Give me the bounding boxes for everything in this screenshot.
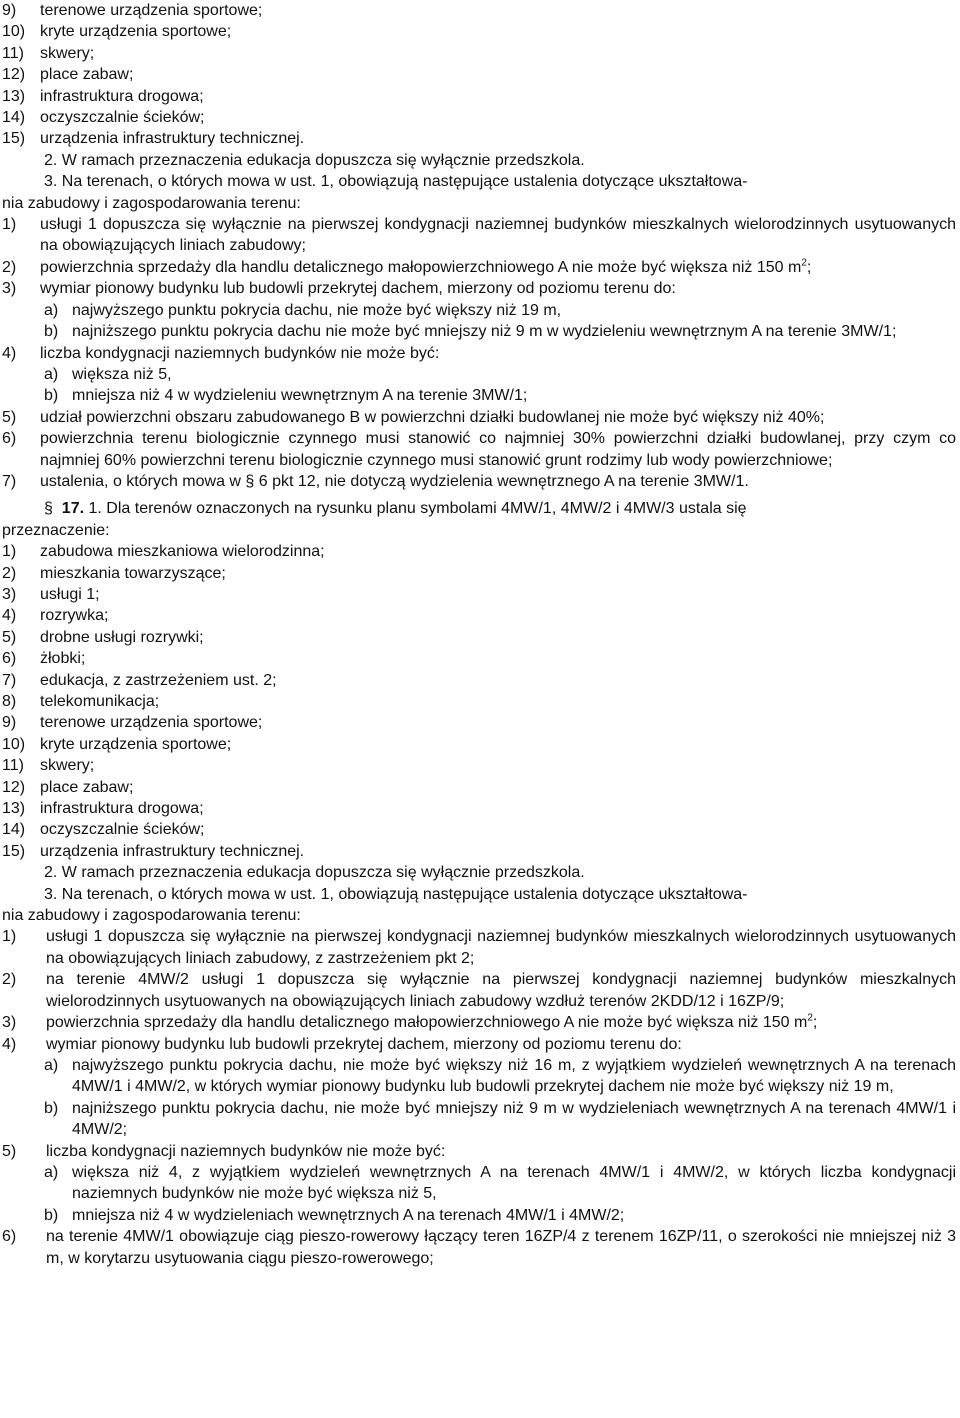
item-text: liczba kondygnacji naziemnych budynków nie może być: bbox=[40, 344, 440, 362]
list-item bbox=[2, 86, 956, 107]
item-text: place zabaw; bbox=[40, 778, 134, 796]
list-item bbox=[2, 648, 956, 669]
item-text: mieszkania towarzyszące; bbox=[40, 564, 226, 582]
item-number: 14) bbox=[2, 109, 26, 127]
item-number: 6) bbox=[2, 430, 17, 448]
item-text: rozrywka; bbox=[40, 607, 109, 625]
list-item bbox=[2, 969, 956, 1012]
list-item bbox=[2, 541, 956, 562]
item-number: 15) bbox=[2, 842, 26, 860]
item-text: infrastruktura drogowa; bbox=[40, 800, 204, 818]
item-text: skwery; bbox=[40, 757, 95, 775]
item-text: terenowe urządzenia sportowe; bbox=[40, 714, 263, 732]
item-text-main: powierzchnia sprzedaży dla handlu detalicznego małopowierzchniowego A nie może być większa niż 150 m bbox=[40, 258, 802, 276]
item-text: udział powierzchni obszaru zabudowanego B w powierzchni działki budowlanej nie może być większy niż 40%; bbox=[40, 408, 825, 426]
sub-list-item bbox=[2, 321, 956, 342]
list-item bbox=[2, 471, 956, 492]
item-number: 4) bbox=[2, 344, 17, 362]
item-number: 6) bbox=[2, 650, 17, 668]
sub-list-item bbox=[2, 1055, 956, 1098]
item-text: place zabaw; bbox=[40, 66, 134, 84]
list-item bbox=[2, 1012, 956, 1033]
item-number: a) bbox=[44, 365, 59, 383]
superscript: 2 bbox=[801, 257, 807, 269]
list-a-block1 bbox=[2, 0, 956, 150]
item-number: 2) bbox=[2, 258, 17, 276]
list-item bbox=[2, 691, 956, 712]
list-item bbox=[2, 777, 956, 798]
paragraph-3-cont: nia zabudowy i zagospodarowania terenu: bbox=[2, 194, 301, 212]
list-item bbox=[2, 343, 956, 364]
item-text: oczyszczalnie ścieków; bbox=[40, 821, 205, 839]
list-item bbox=[2, 428, 956, 471]
list-item bbox=[2, 107, 956, 128]
item-number: a) bbox=[44, 1163, 59, 1181]
item-text bbox=[46, 1012, 956, 1033]
list-item bbox=[2, 734, 956, 755]
list-item bbox=[2, 798, 956, 819]
item-text: na terenie 4MW/2 usługi 1 dopuszcza się wyłącznie na pierwszej kondygnacji naziemnej budynków mieszkalnych wielorodzinnych usytuowanych na obowiązujących liniach zabudowy wzdłuż terenów 2KDD/12 i 16ZP/9; bbox=[46, 971, 956, 1010]
paragraph-3-start: 3. Na terenach, o których mowa w ust. 1, obowiązują następujące ustalenia dotyczące ukształtowa- bbox=[44, 173, 748, 191]
item-text bbox=[40, 257, 956, 278]
item-number: a) bbox=[44, 1056, 59, 1074]
sub-list-item bbox=[2, 300, 956, 321]
list-item bbox=[2, 64, 956, 85]
item-number: 14) bbox=[2, 821, 26, 839]
item-text: urządzenia infrastruktury technicznej. bbox=[40, 842, 305, 860]
item-number: 5) bbox=[2, 1142, 17, 1160]
item-number: 7) bbox=[2, 472, 17, 490]
list-item bbox=[2, 407, 956, 428]
list-item bbox=[2, 257, 956, 278]
item-text-tail: ; bbox=[812, 1014, 818, 1032]
item-number: 12) bbox=[2, 778, 26, 796]
item-number: a) bbox=[44, 301, 59, 319]
item-number: 13) bbox=[2, 87, 26, 105]
list-item bbox=[2, 1141, 956, 1162]
item-text: terenowe urządzenia sportowe; bbox=[40, 2, 263, 19]
item-number: 5) bbox=[2, 628, 17, 646]
item-number: 2) bbox=[2, 564, 17, 582]
list-a-section17 bbox=[2, 541, 956, 862]
item-text: większa niż 4, z wyjątkiem wydzieleń wewnętrznych A na terenach 4MW/1 i 4MW/2, w których liczba kondygnacji naziemnych budynków nie może być większa niż 5, bbox=[72, 1163, 956, 1203]
item-text: usługi 1 dopuszcza się wyłącznie na pierwszej kondygnacji naziemnej budynków mieszkalnych wielorodzinnych usytuowanych na obowiązujących liniach zabudowy, z zastrzeżeniem pkt 2; bbox=[46, 928, 956, 967]
item-number: 7) bbox=[2, 671, 17, 689]
item-text: najniższego punktu pokrycia dachu nie może być mniejszy niż 9 m w wydzieleniu wewnętrznym A na terenie 3MW/1; bbox=[72, 323, 897, 341]
section-intro-cont: przeznaczenie: bbox=[2, 521, 110, 539]
list-item bbox=[2, 605, 956, 626]
item-number: 3) bbox=[2, 1014, 17, 1032]
section-17-intro bbox=[2, 498, 956, 519]
item-number: 10) bbox=[2, 23, 26, 41]
item-text: najwyższego punktu pokrycia dachu, nie może być większy niż 19 m, bbox=[72, 301, 562, 319]
item-text: drobne usługi rozrywki; bbox=[40, 628, 204, 646]
item-number: 1) bbox=[2, 216, 17, 234]
list-item bbox=[2, 0, 956, 21]
item-number: 8) bbox=[2, 693, 17, 710]
item-text: urządzenia infrastruktury technicznej. bbox=[40, 130, 305, 148]
item-text: telekomunikacja; bbox=[40, 693, 160, 710]
item-text: wymiar pionowy budynku lub budowli przekrytej dachem, mierzony od poziomu terenu do: bbox=[40, 280, 676, 298]
item-text: zabudowa mieszkaniowa wielorodzinna; bbox=[40, 543, 325, 561]
item-text: wymiar pionowy budynku lub budowli przekrytej dachem, mierzony od poziomu terenu do: bbox=[46, 1035, 682, 1053]
item-text: najwyższego punktu pokrycia dachu, nie może być większy niż 16 m, z wyjątkiem wydzieleń wewnętrznych A na terenach 4MW/1 i 4MW/2, w których wymiar pionowy budynku lub budowli przekrytej dachem nie może być większy niż 19 m, bbox=[72, 1056, 956, 1096]
list-item bbox=[2, 670, 956, 691]
item-number: 11) bbox=[2, 44, 24, 62]
list-item bbox=[2, 712, 956, 733]
sub-list-item bbox=[2, 1162, 956, 1205]
item-text: liczba kondygnacji naziemnych budynków nie może być: bbox=[46, 1142, 446, 1160]
item-number: b) bbox=[44, 1206, 59, 1224]
list-item bbox=[2, 1226, 956, 1269]
list-item bbox=[2, 21, 956, 42]
item-number: 3) bbox=[2, 280, 17, 298]
item-text: edukacja, z zastrzeżeniem ust. 2; bbox=[40, 671, 277, 689]
list-item bbox=[2, 1034, 956, 1055]
item-number: 4) bbox=[2, 607, 17, 625]
list-item bbox=[2, 563, 956, 584]
list-item bbox=[2, 627, 956, 648]
item-text-tail: ; bbox=[806, 258, 812, 276]
item-text: powierzchnia terenu biologicznie czynnego musi stanowić co najmniej 30% powierzchni działki budowlanej, przy czym co najmniej 60% powierzchni terenu biologicznie czynnego musi stanowić grunt rodzimy lub wody powierzchniowe; bbox=[40, 430, 956, 469]
item-text: najniższego punktu pokrycia dachu, nie może być mniejszy niż 9 m w wydzieleniach wewnętrznych A na terenach 4MW/1 i 4MW/2; bbox=[72, 1099, 956, 1139]
sub-list-item bbox=[2, 364, 956, 385]
item-number: 15) bbox=[2, 130, 26, 148]
paragraph-3-cont: nia zabudowy i zagospodarowania terenu: bbox=[2, 907, 301, 925]
list-item bbox=[2, 128, 956, 149]
item-text-main: powierzchnia sprzedaży dla handlu detalicznego małopowierzchniowego A nie może być większa niż 150 m bbox=[46, 1014, 808, 1032]
item-number: 5) bbox=[2, 408, 17, 426]
superscript: 2 bbox=[807, 1012, 813, 1024]
item-text: skwery; bbox=[40, 44, 95, 62]
paragraph-2: 2. W ramach przeznaczenia edukacja dopuszcza się wyłącznie przedszkola. bbox=[44, 864, 585, 882]
list-b-section17 bbox=[2, 926, 956, 1269]
list-item bbox=[2, 841, 956, 862]
item-number: 2) bbox=[2, 971, 17, 989]
item-text: usługi 1 dopuszcza się wyłącznie na pierwszej kondygnacji naziemnej budynków mieszkalnych wielorodzinnych usytuowanych na obowiązujących liniach zabudowy; bbox=[40, 216, 956, 255]
sub-list-item bbox=[2, 385, 956, 406]
item-number: 9) bbox=[2, 714, 17, 732]
item-number: 10) bbox=[2, 735, 26, 753]
section-intro-text: 1. Dla terenów oznaczonych na rysunku planu symbolami 4MW/1, 4MW/2 i 4MW/3 ustala się bbox=[88, 500, 747, 518]
item-number: 9) bbox=[2, 2, 17, 19]
item-text: kryte urządzenia sportowe; bbox=[40, 735, 232, 753]
item-text: mniejsza niż 4 w wydzieleniu wewnętrznym A na terenie 3MW/1; bbox=[72, 387, 528, 405]
item-text: większa niż 5, bbox=[72, 365, 172, 383]
item-number: 6) bbox=[2, 1228, 17, 1246]
item-text: usługi 1; bbox=[40, 585, 100, 603]
item-text: na terenie 4MW/1 obowiązuje ciąg pieszo-rowerowy łączący teren 16ZP/4 z terenem 16ZP/11, o szerokości nie mniejszej niż 3 m, w korytarzu usytuowania ciągu pieszo-rowerowego; bbox=[46, 1228, 956, 1267]
paragraph-2: 2. W ramach przeznaczenia edukacja dopuszcza się wyłącznie przedszkola. bbox=[44, 151, 585, 169]
list-item bbox=[2, 926, 956, 969]
item-text: infrastruktura drogowa; bbox=[40, 87, 204, 105]
list-item bbox=[2, 43, 956, 64]
list-item bbox=[2, 214, 956, 257]
section-sign: § bbox=[44, 500, 53, 518]
section-number: 17. bbox=[61, 500, 85, 518]
list-item bbox=[2, 819, 956, 840]
item-number: 1) bbox=[2, 543, 17, 561]
item-number: 3) bbox=[2, 585, 17, 603]
item-number: b) bbox=[44, 387, 59, 405]
item-number: 11) bbox=[2, 757, 24, 775]
item-text: ustalenia, o których mowa w § 6 pkt 12, nie dotyczą wydzielenia wewnętrznego A na terenie 3MW/1. bbox=[40, 472, 749, 490]
item-number: 13) bbox=[2, 800, 26, 818]
list-item bbox=[2, 584, 956, 605]
sub-list-item bbox=[2, 1205, 956, 1226]
item-text: kryte urządzenia sportowe; bbox=[40, 23, 232, 41]
list-item bbox=[2, 755, 956, 776]
item-number: 4) bbox=[2, 1035, 17, 1053]
list-item bbox=[2, 278, 956, 299]
item-number: b) bbox=[44, 1099, 59, 1117]
item-number: 12) bbox=[2, 66, 26, 84]
list-b-block1 bbox=[2, 214, 956, 492]
item-text: żłobki; bbox=[40, 650, 86, 668]
item-number: 1) bbox=[2, 928, 17, 946]
item-text: oczyszczalnie ścieków; bbox=[40, 109, 205, 127]
paragraph-3-start: 3. Na terenach, o których mowa w ust. 1, obowiązują następujące ustalenia dotyczące ukształtowa- bbox=[44, 885, 748, 903]
item-number: b) bbox=[44, 323, 59, 341]
item-text: mniejsza niż 4 w wydzieleniach wewnętrznych A na terenach 4MW/1 i 4MW/2; bbox=[72, 1206, 625, 1224]
sub-list-item bbox=[2, 1098, 956, 1141]
